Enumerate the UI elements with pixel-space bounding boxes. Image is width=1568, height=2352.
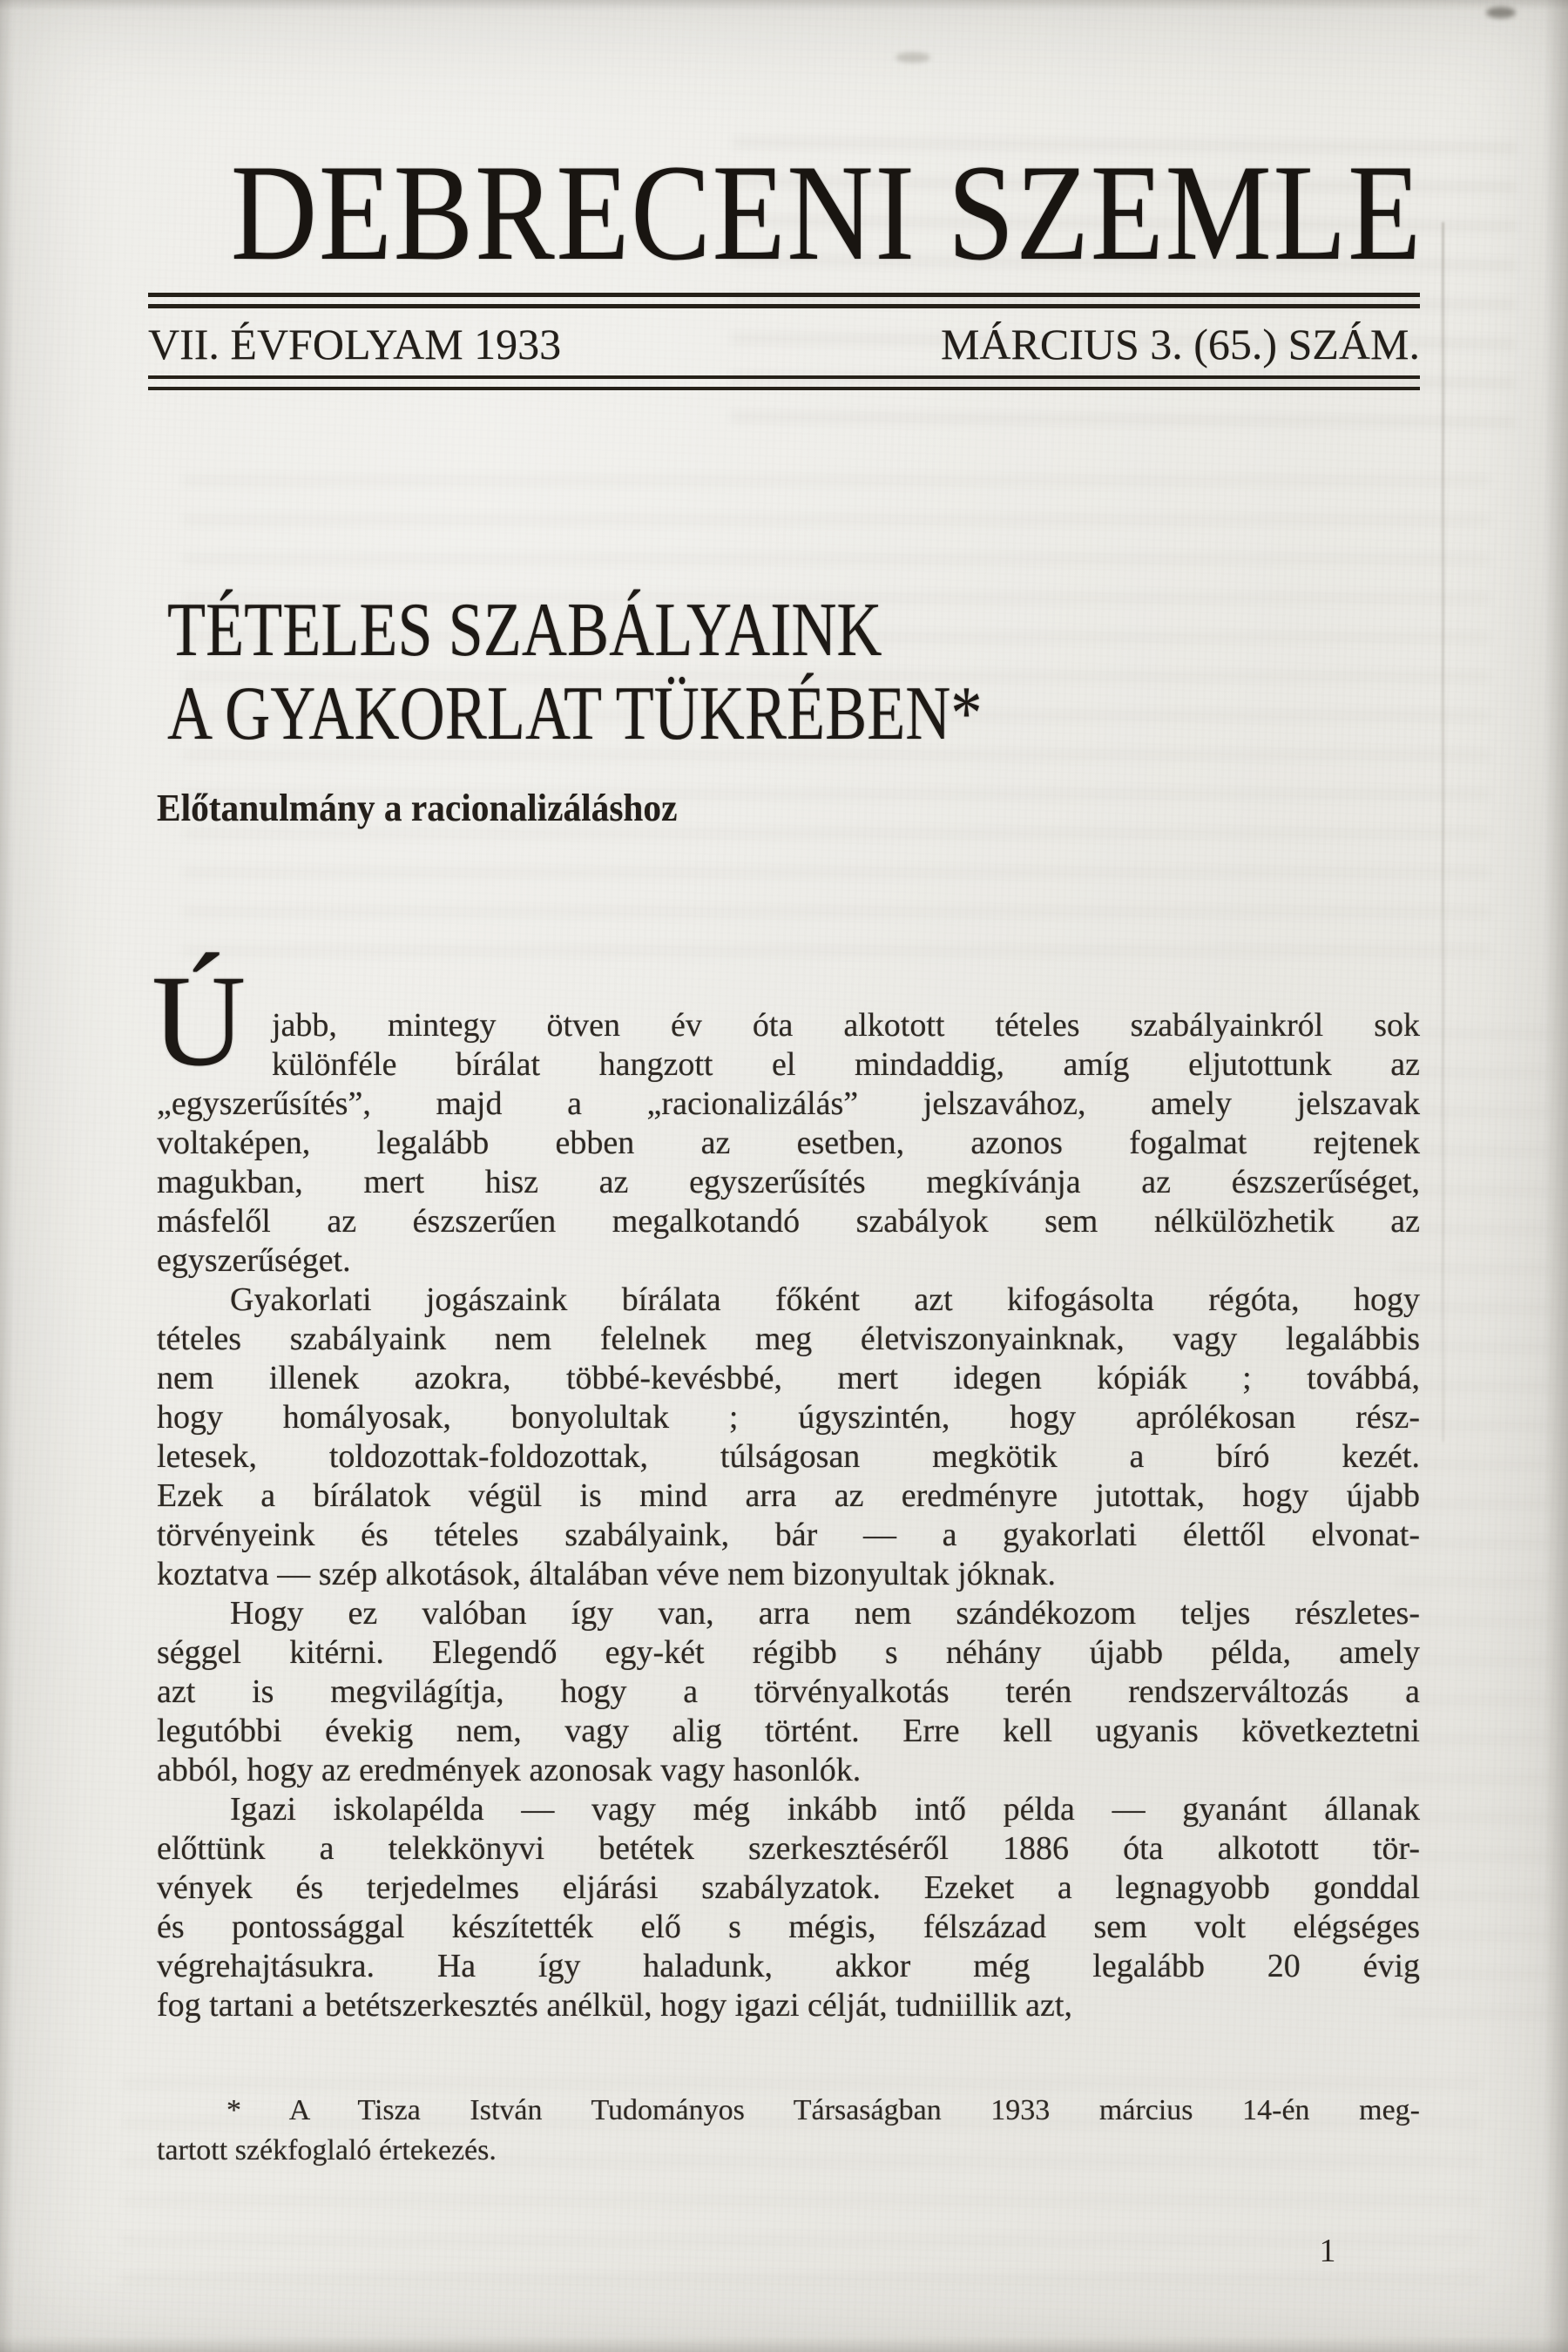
masthead-double-rule-bottom — [148, 375, 1420, 390]
page-edge-shadow — [0, 0, 1568, 10]
article-title-line-1: TÉTELES SZABÁLYAINK — [167, 588, 882, 672]
paragraph — [157, 1790, 1420, 2025]
paragraph — [157, 1281, 1420, 1594]
text-line: koztatva — szép alkotások, általában véve nem bizonyultak jóknak. — [157, 1556, 1056, 1592]
text-line: abból, hogy az eredmények azonosak vagy hasonlók. — [157, 1752, 862, 1788]
text-line: voltaképen, legalább ebben az esetben, azonos fogalmat rejtenek — [157, 1125, 1420, 1161]
text-line: másfelől az észszerűen megalkotandó szabályok sem nélkülözhetik az — [157, 1203, 1420, 1240]
text-line: magukban, mert hisz az egyszerűsítés megkívánja az észszerűséget, — [157, 1164, 1420, 1200]
text-line: vények és terjedelmes eljárási szabályzatok. Ezeket a legnagyobb gonddal — [157, 1869, 1420, 1906]
footnote-line: tartott székfoglaló értekezés. — [157, 2134, 497, 2166]
article-subtitle: Előtanulmány a racionalizáláshoz — [157, 787, 678, 829]
paragraph — [157, 1594, 1420, 1790]
text-line: egyszerűséget. — [157, 1242, 351, 1279]
article-title — [167, 589, 1161, 756]
text-line: törvényeink és tételes szabályaink, bár — a gyakorlati élettől elvonat- — [157, 1517, 1420, 1553]
text-line: végrehajtásukra. Ha így haladunk, akkor még legalább 20 évig — [157, 1948, 1420, 1984]
issue-number-label: MÁRCIUS 3. (65.) SZÁM. — [940, 320, 1420, 368]
volume-label: VII. ÉVFOLYAM 1933 — [148, 320, 562, 368]
page-edge-shadow — [0, 2336, 1568, 2352]
text-line: Igazi iskolapélda — vagy még inkább intő példa — gyanánt állanak — [230, 1791, 1420, 1828]
text-line: letesek, toldozottak-foldozottak, túlságosan megkötik a bíró kezét. — [157, 1438, 1420, 1475]
scan-seam-artifact — [1442, 222, 1444, 1442]
text-line: különféle bírálat hangzott el mindaddig, amíg eljutottunk az — [272, 1046, 1420, 1083]
page-number: 1 — [1319, 2233, 1336, 2269]
footnote — [157, 2091, 1420, 2171]
issue-line — [148, 319, 1420, 369]
footnote-line: * A Tisza István Tudományos Társaságban 1933 március 14-én meg- — [226, 2094, 1420, 2126]
text-line: tételes szabályaink nem felelnek meg életviszonyainknak, vagy legalábbis — [157, 1321, 1420, 1357]
text-line: és pontossággal készítették elő s mégis, félszázad sem volt elégséges — [157, 1909, 1420, 1945]
text-line: azt is megvilágítja, hogy a törvényalkotás terén rendszerváltozás a — [157, 1673, 1420, 1710]
text-line: Hogy ez valóban így van, arra nem szándékozom teljes részletes- — [230, 1595, 1420, 1632]
article-title-line-2: A GYAKORLAT TÜKRÉBEN* — [167, 672, 983, 756]
text-line: fog tartani a betétszerkesztés anélkül, hogy igazi célját, tudniillik azt, — [157, 1987, 1072, 2024]
paragraph — [152, 949, 1420, 1281]
text-line: előttünk a telekkönyvi betétek szerkesztéséről 1886 óta alkotott tör- — [157, 1830, 1420, 1867]
masthead-double-rule-top — [148, 293, 1420, 308]
page-edge-shadow — [1544, 0, 1568, 2352]
text-line: legutóbbi évekig nem, vagy alig történt. Erre kell ugyanis következtetni — [157, 1713, 1420, 1749]
text-line: „egyszerűsítés”, majd a „racionalizálás” jelszavához, amely jelszavak — [157, 1085, 1420, 1122]
text-line: nem illenek azokra, többé-kevésbbé, mert idegen kópiák ; továbbá, — [157, 1360, 1420, 1396]
scan-smudge-artifact — [896, 52, 930, 63]
page-edge-shadow — [0, 0, 14, 2352]
drop-cap: Ú — [152, 949, 247, 1093]
scan-smudge-artifact — [1486, 7, 1516, 18]
text-line: Gyakorlati jogászaink bírálata főként azt kifogásolta régóta, hogy — [230, 1281, 1420, 1318]
text-line: séggel kitérni. Elegendő egy-két régibb s néhány újabb példa, amely — [157, 1634, 1420, 1671]
article-body — [152, 949, 1420, 2025]
text-line: jabb, mintegy ötven év óta alkotott tételes szabályainkról sok — [272, 1007, 1420, 1044]
text-line: hogy homályosak, bonyolultak ; úgyszintén, hogy aprólékosan rész- — [157, 1399, 1420, 1436]
text-line: Ezek a bírálatok végül is mind arra az eredményre jutottak, hogy újabb — [157, 1477, 1420, 1514]
journal-title: DEBRECENI SZEMLE — [230, 137, 1423, 289]
